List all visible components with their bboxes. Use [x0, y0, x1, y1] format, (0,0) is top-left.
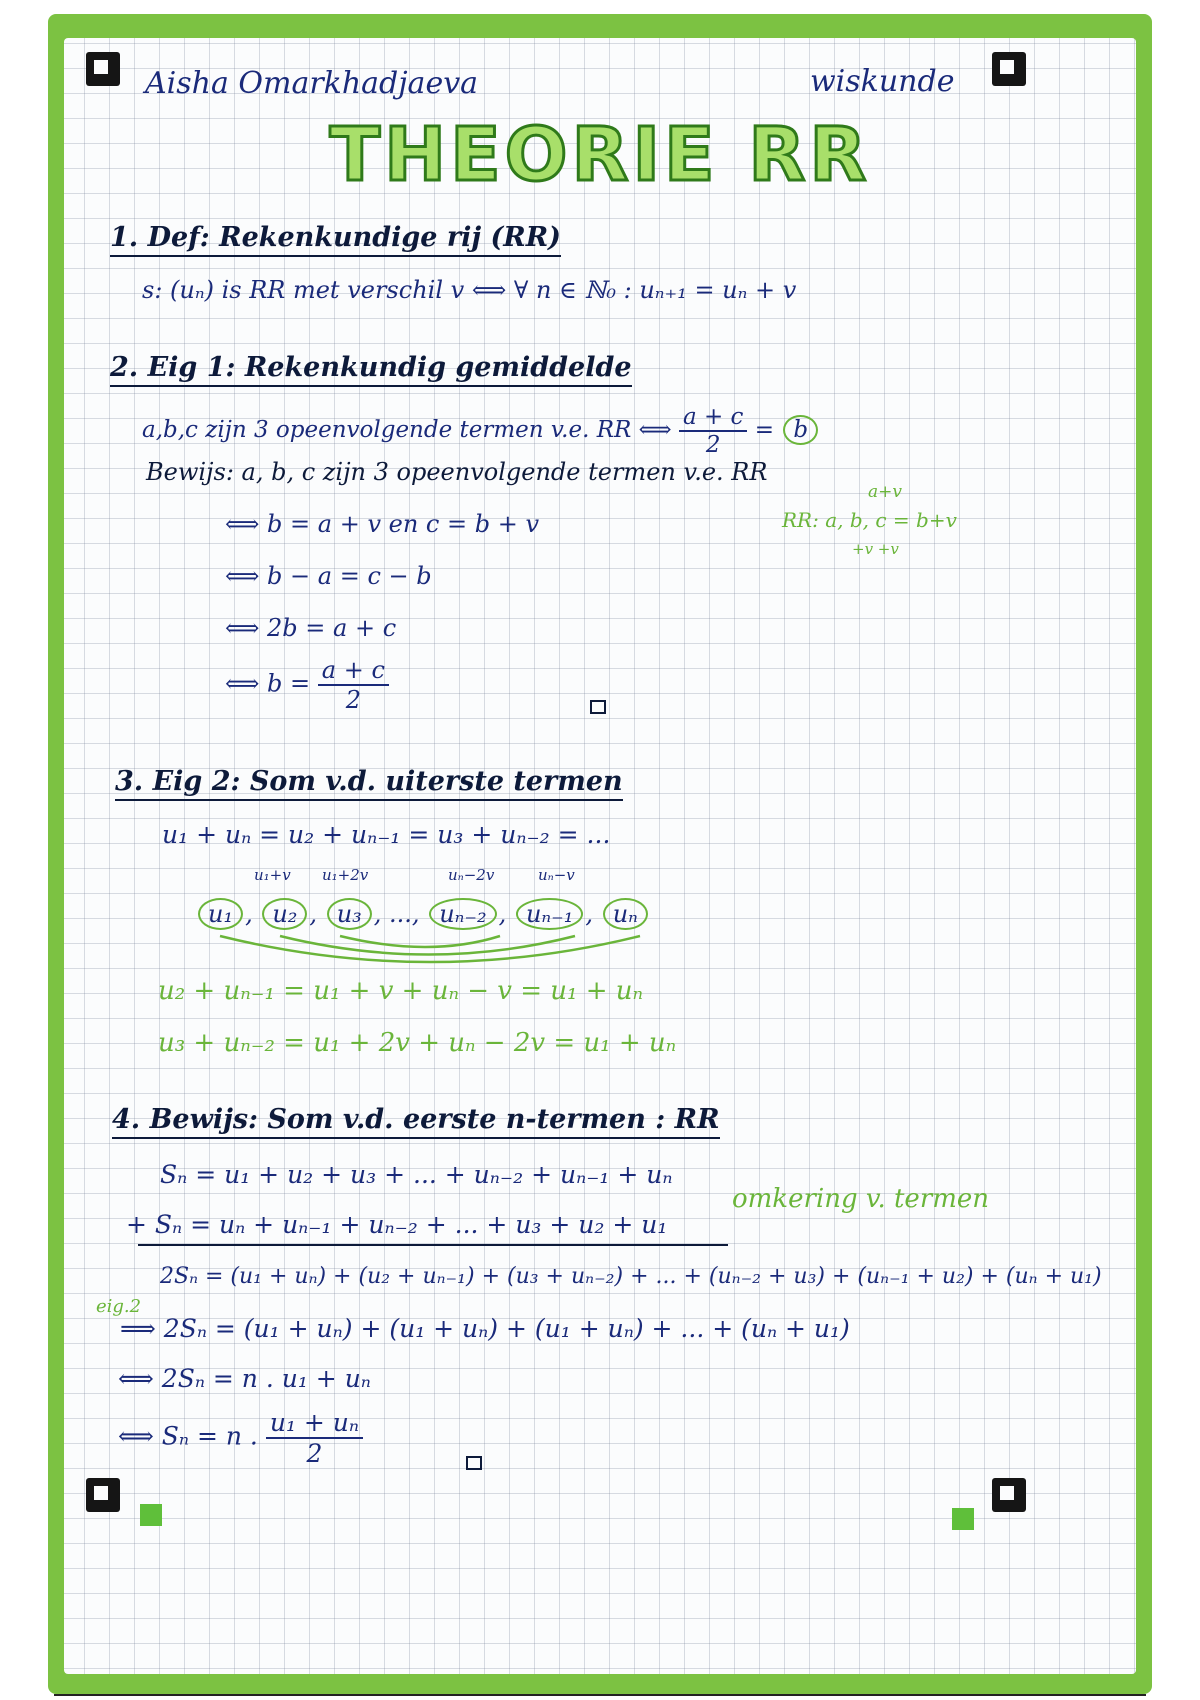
subject-label: wiskunde	[810, 64, 955, 99]
property-statement: a,b,c zijn 3 opeenvolgende termen v.e. RR ⟺ $\frac{a + c}{2}$ = b	[142, 404, 820, 458]
term-circle: uₙ	[603, 898, 648, 930]
mean-fraction: $\frac{a + c}{2}$	[679, 404, 748, 458]
term-circle: uₙ₋₁	[516, 898, 583, 930]
proof-intro: Bewijs: a, b, c zijn 3 opeenvolgende termen v.e. RR	[146, 458, 768, 486]
side-note-main: RR: a, b, c = b+v	[782, 508, 957, 532]
page-title: THEORIE RR	[329, 112, 871, 198]
green-square-right	[952, 1508, 974, 1530]
sum-row-4: ⟹ 2Sₙ = (u₁ + uₙ) + (u₁ + uₙ) + (u₁ + uₙ) + ... + (uₙ + u₁)	[120, 1314, 850, 1343]
term-label-3: uₙ−2v	[448, 866, 495, 884]
side-note-bottom: +v +v	[852, 540, 899, 558]
corner-mark-top-right	[992, 52, 1026, 86]
circled-b: b	[783, 415, 818, 445]
green-equation-2: u₃ + uₙ₋₂ = u₁ + 2v + uₙ − 2v = u₁ + uₙ	[158, 1028, 677, 1058]
corner-mark-top-left	[86, 52, 120, 86]
section-4-heading: 4. Bewijs: Som v.d. eerste n-termen : RR	[112, 1104, 720, 1135]
proof-step-4: ⟺ b = $\frac{a + c}{2}$	[225, 656, 389, 714]
eig-label: eig.2	[96, 1296, 142, 1317]
term-label-4: uₙ−v	[538, 866, 575, 884]
term-sequence: u₁ , u₂ , u₃ , ..., uₙ₋₂ , uₙ₋₁ , uₙ	[196, 898, 650, 930]
proof-step-1: ⟺ b = a + v en c = b + v	[225, 510, 540, 538]
section-1-heading: 1. Def: Rekenkundige rij (RR)	[110, 222, 561, 253]
sum-row-1: Sₙ = u₁ + u₂ + u₃ + ... + uₙ₋₂ + uₙ₋₁ + uₙ	[160, 1160, 673, 1189]
term-label-1: u₁+v	[254, 866, 291, 884]
pairing-arcs	[200, 918, 670, 968]
reversal-note: omkering v. termen	[732, 1184, 990, 1214]
sum-row-3: 2Sₙ = (u₁ + uₙ) + (u₂ + uₙ₋₁) + (u₃ + uₙ₋₂) + ... + (uₙ₋₂ + u₃) + (uₙ₋₁ + u₂) + (uₙ + u₁)	[160, 1264, 1102, 1289]
sum-row-6: ⟺ Sₙ = n . $\frac{\text{u₁ + uₙ}}{2}$	[118, 1408, 363, 1468]
term-circle: uₙ₋₂	[429, 898, 496, 930]
author-name: Aisha Omarkhadjaeva	[145, 66, 479, 101]
proof-end-box-2	[466, 1456, 482, 1470]
green-square-left	[140, 1504, 162, 1526]
section-2-heading: 2. Eig 1: Rekenkundig gemiddelde	[110, 352, 632, 383]
addition-rule	[138, 1244, 728, 1246]
sum-equation: u₁ + uₙ = u₂ + uₙ₋₁ = u₃ + uₙ₋₂ = ...	[162, 820, 611, 849]
side-note-top: a+v	[868, 482, 902, 502]
sum-row-2: + Sₙ = uₙ + uₙ₋₁ + uₙ₋₂ + ... + u₃ + u₂ + u₁	[126, 1210, 668, 1239]
proof-step-2: ⟺ b − a = c − b	[225, 562, 432, 590]
definition-line: s: (uₙ) is RR met verschil v ⟺ ∀ n ∈ ℕ₀ : uₙ₊₁ = uₙ + v	[142, 276, 797, 304]
proof-step-3: ⟺ 2b = a + c	[225, 614, 397, 642]
green-equation-1: u₂ + uₙ₋₁ = u₁ + v + uₙ − v = u₁ + uₙ	[158, 976, 644, 1006]
term-circle: u₃	[327, 898, 372, 930]
term-label-2: u₁+2v	[322, 866, 369, 884]
sum-row-5: ⟺ 2Sₙ = n . u₁ + uₙ	[118, 1364, 371, 1393]
section-3-heading: 3. Eig 2: Som v.d. uiterste termen	[115, 766, 623, 797]
term-circle: u₁	[198, 898, 243, 930]
bottom-edge-line	[54, 1694, 1146, 1696]
corner-mark-bottom-left	[86, 1478, 120, 1512]
term-ellipsis: ...	[389, 900, 412, 928]
corner-mark-bottom-right	[992, 1478, 1026, 1512]
term-circle: u₂	[262, 898, 307, 930]
proof-end-box	[590, 700, 606, 714]
